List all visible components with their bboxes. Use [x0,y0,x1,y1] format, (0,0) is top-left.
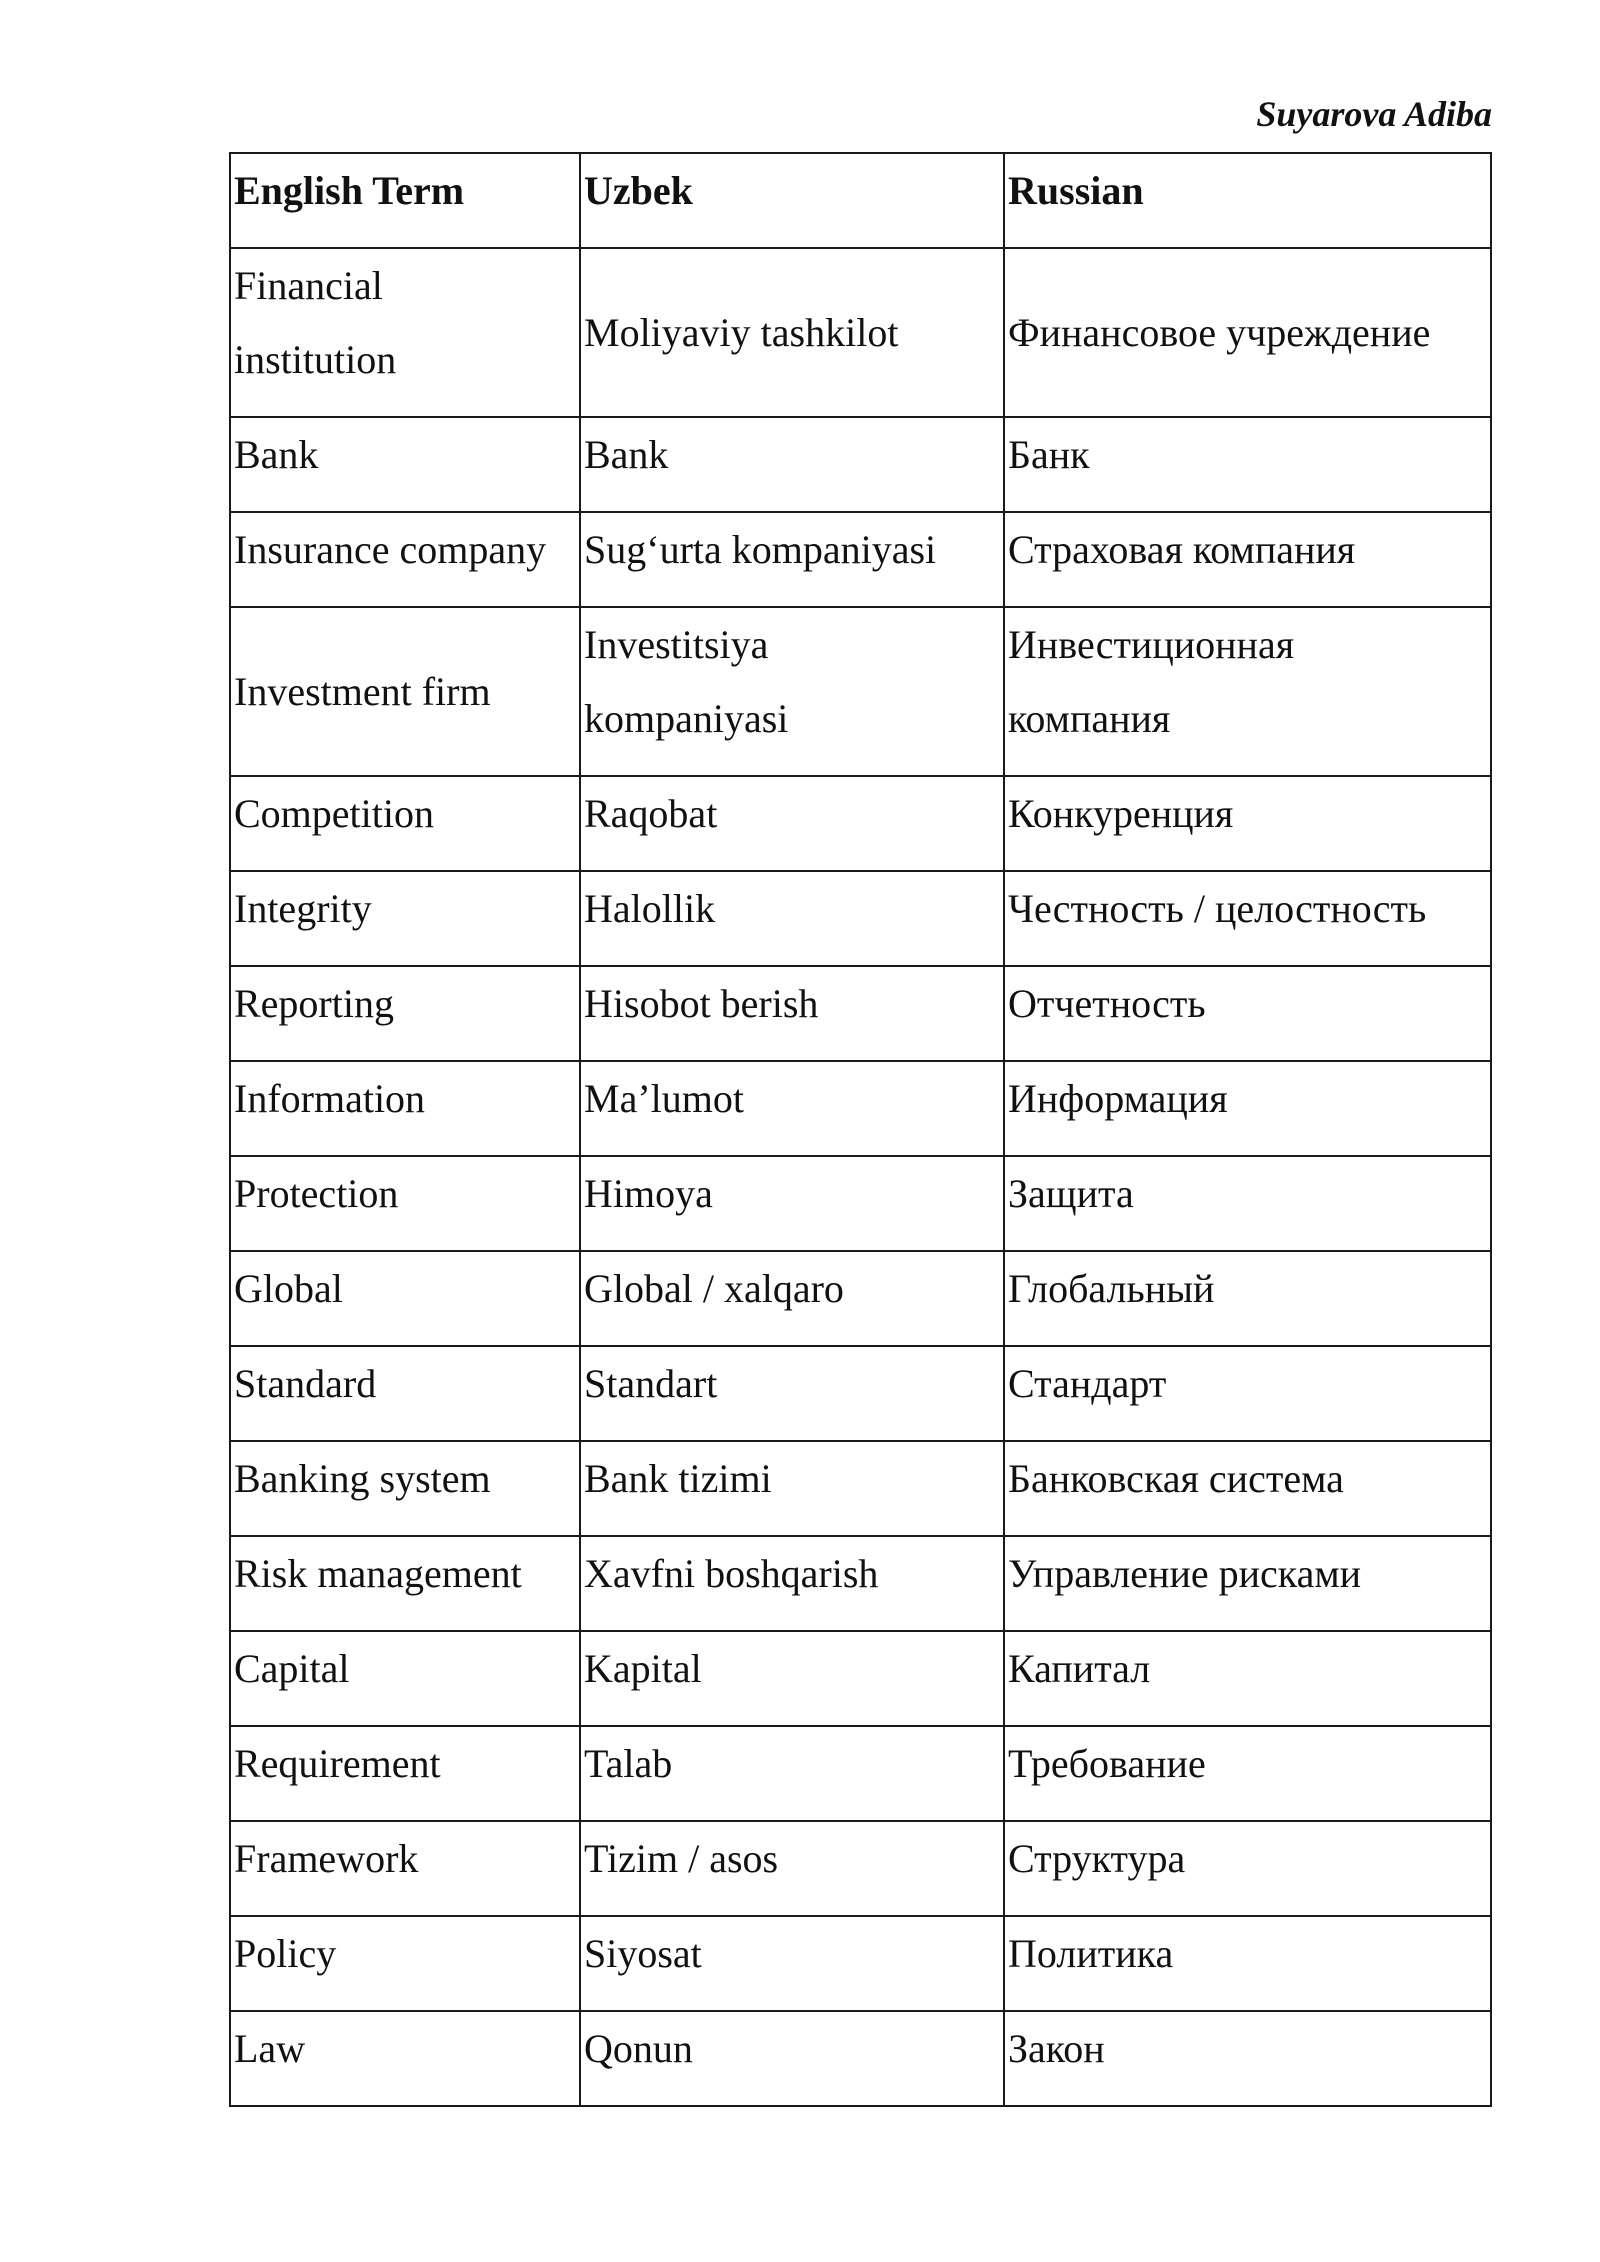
table-row [230,1251,1491,1346]
cell-russian: Структура [1004,1821,1491,1916]
cell-uzbek: Hisobot berish [580,966,1004,1061]
table-row [230,417,1491,512]
cell-english: Investment firm [230,607,580,776]
table-row [230,1441,1491,1536]
header-english-term: English Term [230,153,580,248]
cell-uzbek: Global / xalqaro [580,1251,1004,1346]
table-row [230,1061,1491,1156]
table-row [230,966,1491,1061]
cell-uzbek: Talab [580,1726,1004,1821]
cell-russian: Закон [1004,2011,1491,2106]
cell-english: Capital [230,1631,580,1726]
cell-russian: Защита [1004,1156,1491,1251]
cell-russian [1004,607,1491,776]
header-russian: Russian [1004,153,1491,248]
cell-russian: Требование [1004,1726,1491,1821]
cell-uzbek [580,607,1004,776]
table-header-row [230,153,1491,248]
cell-english [230,248,580,417]
cell-russian: Политика [1004,1916,1491,2011]
cell-english: Global [230,1251,580,1346]
table-row [230,1821,1491,1916]
table-row [230,512,1491,607]
cell-english: Competition [230,776,580,871]
cell-russian: Честность / целостность [1004,871,1491,966]
cell-english: Standard [230,1346,580,1441]
table-row [230,1346,1491,1441]
cell-english: Law [230,2011,580,2106]
table-row [230,1916,1491,2011]
cell-uzbek: Tizim / asos [580,1821,1004,1916]
cell-english: Protection [230,1156,580,1251]
cell-russian: Информация [1004,1061,1491,1156]
cell-english: Framework [230,1821,580,1916]
cell-russian: Глобальный [1004,1251,1491,1346]
cell-uzbek: Bank [580,417,1004,512]
cell-english: Information [230,1061,580,1156]
cell-english: Integrity [230,871,580,966]
cell-uzbek: Ma’lumot [580,1061,1004,1156]
cell-text: Инвестиционная компания [1008,622,1295,741]
cell-russian: Отчетность [1004,966,1491,1061]
cell-uzbek: Raqobat [580,776,1004,871]
cell-russian: Стандарт [1004,1346,1491,1441]
cell-russian: Конкуренция [1004,776,1491,871]
table-row [230,1156,1491,1251]
cell-text: Financial institution [234,263,397,382]
cell-uzbek: Xavfni boshqarish [580,1536,1004,1631]
cell-english: Reporting [230,966,580,1061]
header-uzbek: Uzbek [580,153,1004,248]
table-row [230,776,1491,871]
cell-text: Investitsiya kompaniyasi [584,622,789,741]
cell-russian: Страховая компания [1004,512,1491,607]
cell-uzbek: Himoya [580,1156,1004,1251]
cell-russian: Финансовое учреждение [1004,248,1491,417]
cell-english: Risk management [230,1536,580,1631]
cell-english: Insurance company [230,512,580,607]
cell-uzbek: Bank tizimi [580,1441,1004,1536]
cell-uzbek: Standart [580,1346,1004,1441]
cell-uzbek: Qonun [580,2011,1004,2106]
cell-russian: Банковская система [1004,1441,1491,1536]
cell-english: Bank [230,417,580,512]
table-row [230,607,1491,776]
table-row [230,1726,1491,1821]
cell-russian: Капитал [1004,1631,1491,1726]
table-row [230,2011,1491,2106]
cell-english: Banking system [230,1441,580,1536]
cell-russian: Управление рисками [1004,1536,1491,1631]
table-row [230,871,1491,966]
table-row [230,1631,1491,1726]
glossary-table [229,152,1492,2107]
cell-uzbek: Kapital [580,1631,1004,1726]
table-row [230,248,1491,417]
cell-english: Policy [230,1916,580,2011]
cell-uzbek: Sug‘urta kompaniyasi [580,512,1004,607]
cell-english: Requirement [230,1726,580,1821]
cell-uzbek: Moliyaviy tashkilot [580,248,1004,417]
cell-uzbek: Halollik [580,871,1004,966]
cell-uzbek: Siyosat [580,1916,1004,2011]
cell-russian: Банк [1004,417,1491,512]
table-row [230,1536,1491,1631]
author-name: Suyarova Adiba [1256,94,1492,134]
